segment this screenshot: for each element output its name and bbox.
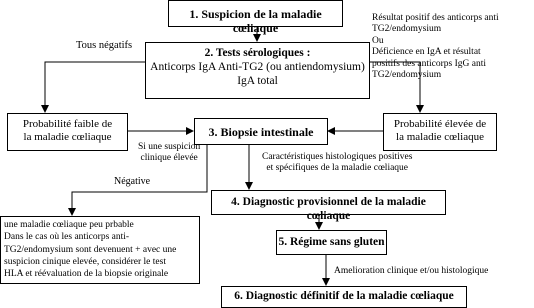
step-2-line-2: IgA total (237, 74, 278, 87)
step-5-gluten-free (276, 230, 387, 255)
positive-line-3: Ou (372, 35, 384, 46)
step-4-label: 4. Diagnostic provisionnel de la maladie cœliaque (231, 196, 426, 222)
low-probability-line-1: Probabilité faible de (22, 118, 113, 130)
label-suspicion (138, 142, 200, 164)
advice-line-5: HLA et réévaluation de la biopsie originale (4, 269, 169, 280)
low-probability-box (7, 113, 128, 151)
label-negative: Négative (114, 176, 151, 187)
step-5-label: 5. Régime sans gluten (278, 236, 385, 248)
low-probability-advice-box (0, 216, 200, 284)
label-amelioration: Amelioration clinique et/ou histologique (334, 266, 489, 276)
step-1-label: 1. Suspicion de la maladie cœliaque (189, 7, 322, 36)
advice-line-1: une maladie cœliaque peu prbable (4, 220, 134, 230)
label-histology (262, 152, 412, 174)
positive-line-5: positifs des anticorps IgG anti (372, 58, 486, 69)
step-3-biopsy (194, 118, 328, 145)
positive-line-1: Résultat positif des anticorps anti (372, 13, 499, 23)
label-tous-negatifs: Tous négatifs (76, 40, 133, 51)
histology-line-1: Caractéristiques histologiques positives (262, 152, 413, 162)
suspicion-line-2: clinique élevée (140, 152, 198, 163)
high-probability-line-2: la maladie cœliaque (396, 131, 484, 144)
low-probability-line-2: la maladie cœliaque (23, 131, 112, 144)
positive-line-6: TG2/endomysium (372, 69, 442, 80)
step-3-label: 3. Biopsie intestinale (208, 125, 314, 139)
positive-line-2: TG2/endomysium (372, 24, 442, 35)
step-1-suspicion (168, 0, 343, 36)
positive-line-4: Déficience en IgA et résultat (372, 47, 481, 58)
step-4-provisional (211, 190, 446, 222)
advice-line-2: Dans le cas où les anticorps anti- (4, 232, 130, 243)
suspicion-line-1: Si une suspicion (138, 142, 201, 152)
high-probability-box (383, 113, 497, 151)
histology-line-2: et spécifiques de la maladie cœliaque (266, 162, 409, 173)
step-6-definitive (221, 286, 467, 308)
arrow-step2-to-low (45, 62, 145, 112)
step-6-label: 6. Diagnostic définitif de la maladie cœliaque (234, 290, 454, 302)
label-positive-result (372, 13, 499, 81)
step-2-title: 2. Tests sérologiques : (204, 47, 311, 59)
step-2-serology (145, 42, 370, 99)
advice-line-4: suspicion cinique elevée, considérer le test (4, 257, 166, 268)
high-probability-line-1: Probabilité élevée de (393, 118, 487, 130)
advice-line-3: TG2/endomysium sont devenuent + avec une (4, 244, 177, 255)
step-2-line-1: Anticorps IgA Anti-TG2 (ou antiendomysium) (150, 60, 365, 73)
